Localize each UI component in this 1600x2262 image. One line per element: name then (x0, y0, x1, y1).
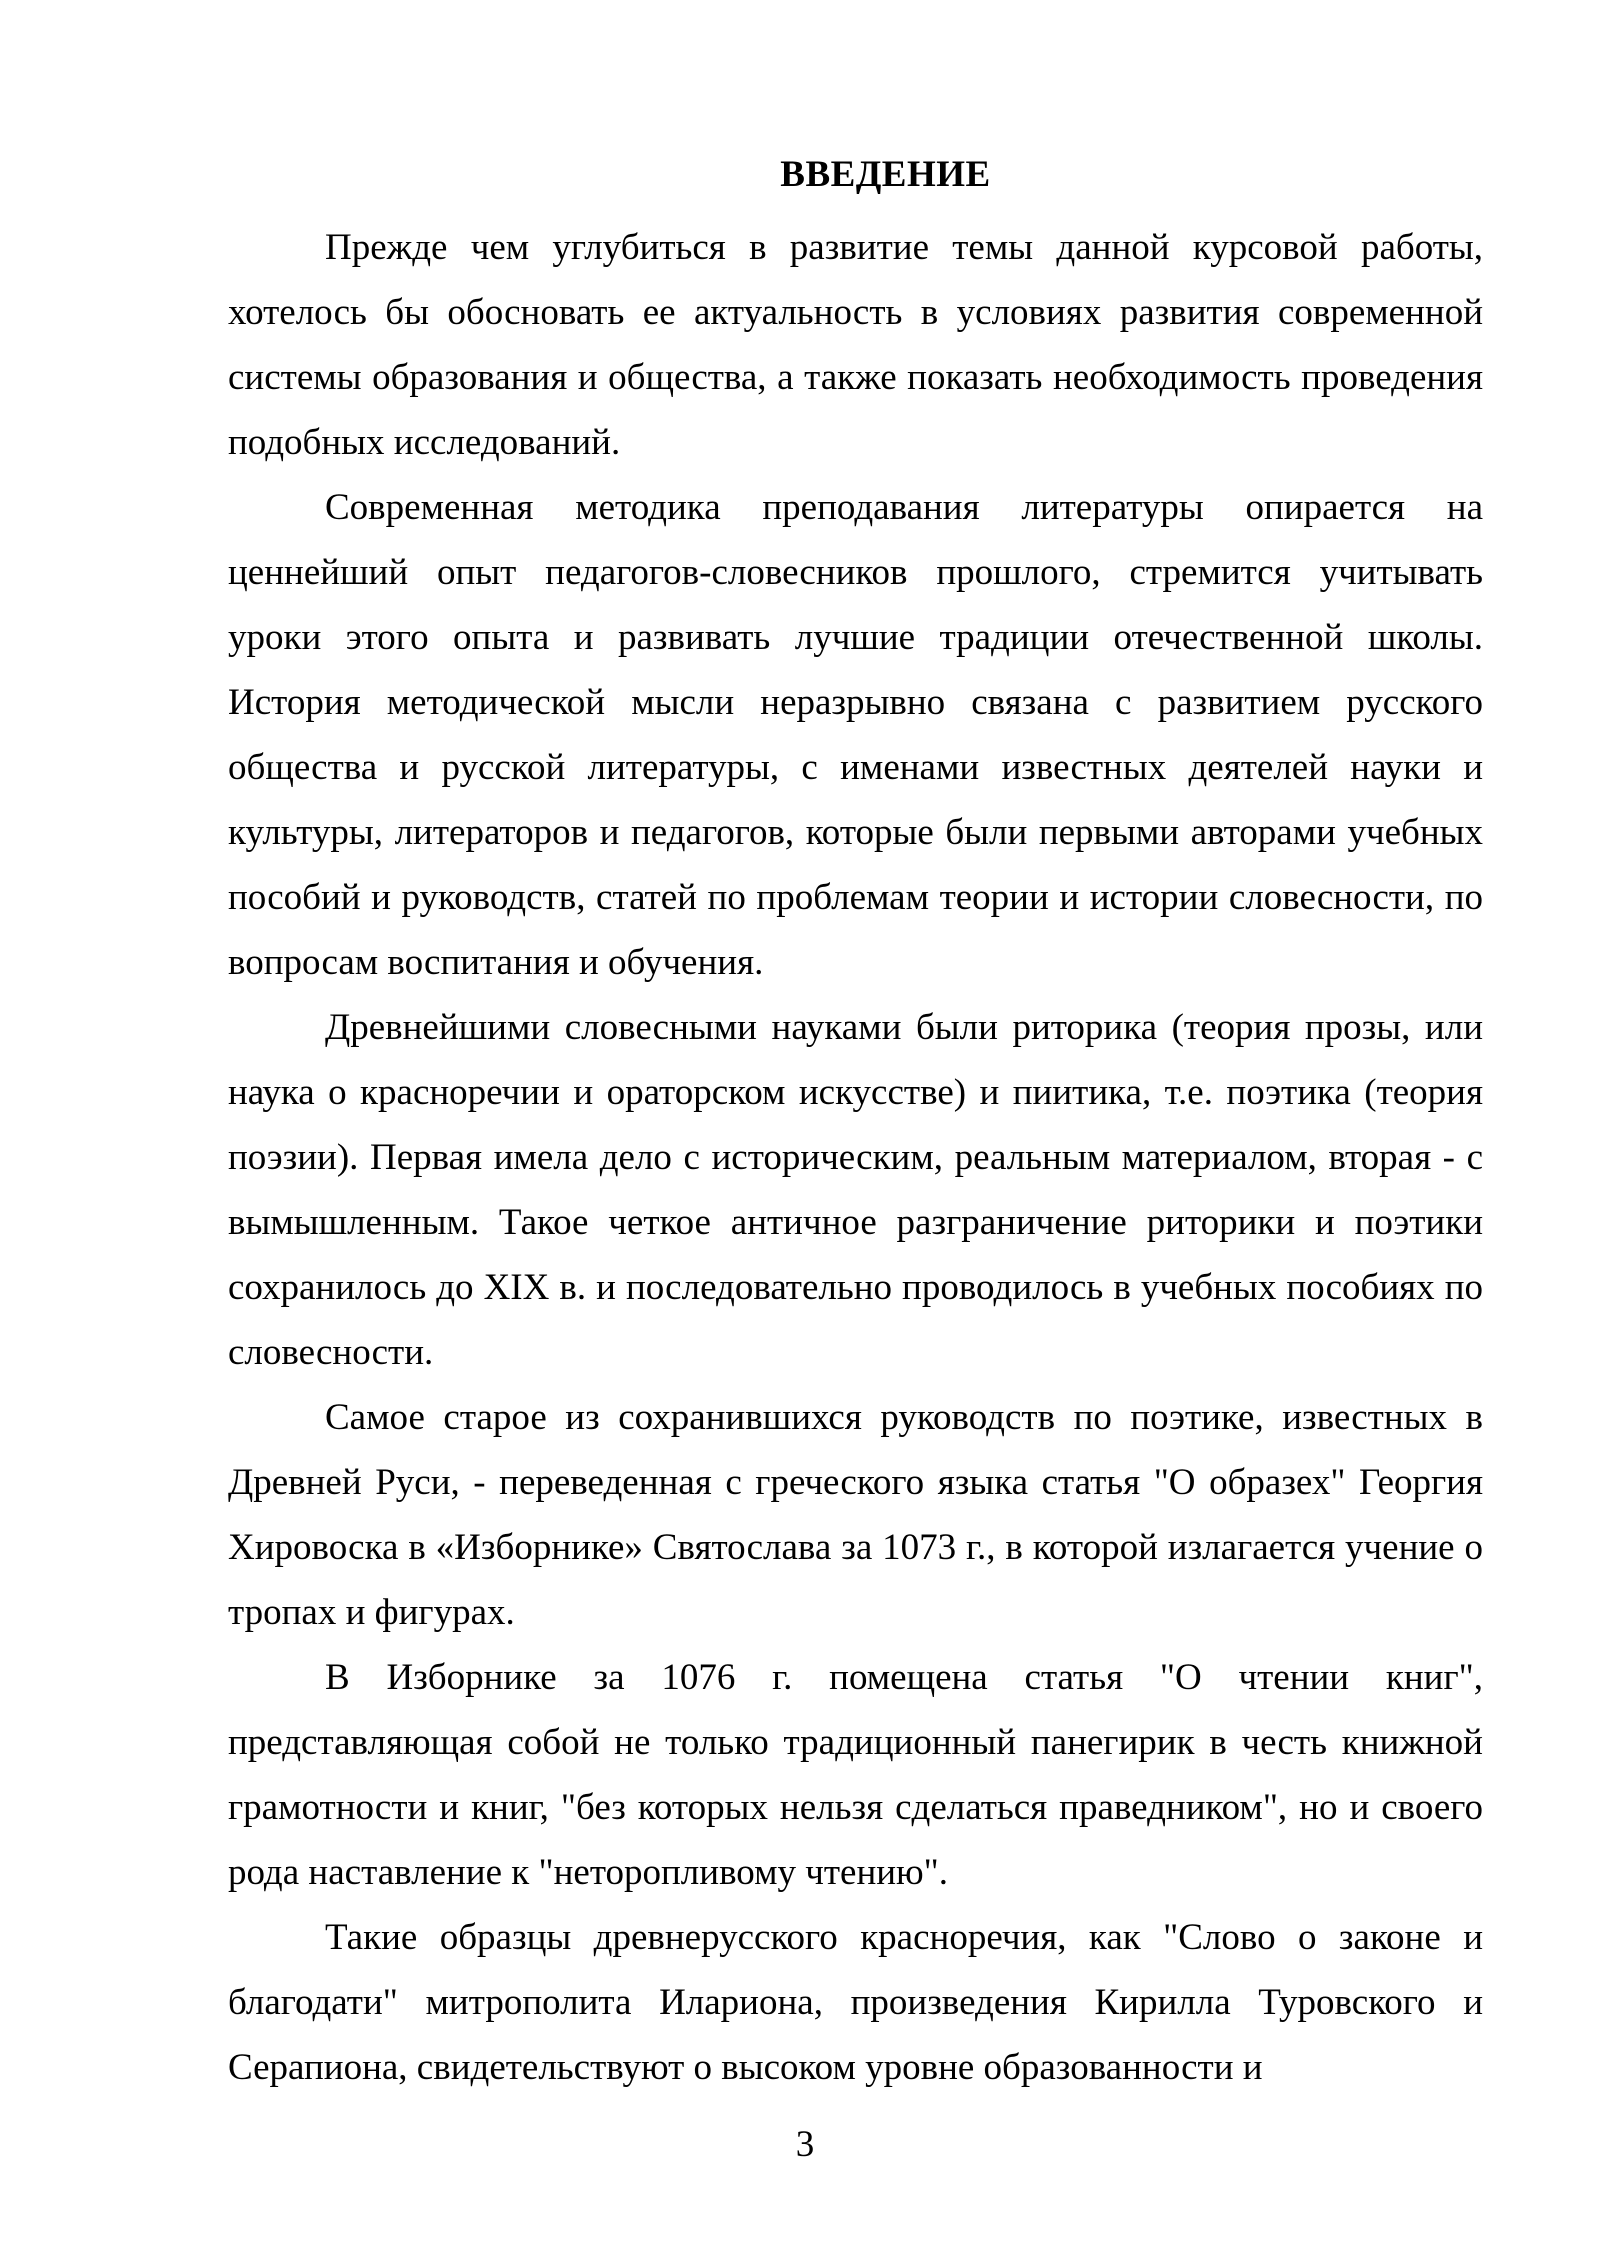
paragraph-5: В Изборнике за 1076 г. помещена статья "О чтении книг", представляющая собой не только традиционный панегирик в честь книжной грамотности и книг, "без которых нельзя сделаться праведником", но и своего рода наставление к "неторопливому чтению". (228, 1657, 1483, 1893)
paragraph-6: Такие образцы древнерусского красноречия, как "Слово о законе и благодати" митрополита Илариона, произведения Кирилла Туровского и Серапиона, свидетельствуют о высоком уровне образованности и (228, 1917, 1483, 2088)
section-title: ВВЕДЕНИЕ (780, 154, 991, 195)
paragraph-1: Прежде чем углубиться в развитие темы данной курсовой работы, хотелось бы обосновать ее актуальность в условиях развития современной системы образования и общества, а также показать необходимость проведения подобных исследований. (228, 227, 1483, 463)
page-number: 3 (795, 2124, 815, 2165)
paragraph-3: Древнейшими словесными науками были риторика (теория прозы, или наука о красноречии и ораторском искусстве) и пиитика, т.е. поэтика (теория поэзии). Первая имела дело с историческим, реальным материалом, вторая - с вымышленным. Такое четкое античное разграничение риторики и поэтики сохранилось до XIX в. и последовательно проводилось в учебных пособиях по словесности. (228, 1007, 1483, 1373)
page-body (228, 150, 1483, 2100)
paragraph-2: Современная методика преподавания литературы опирается на ценнейший опыт педагогов-словесников прошлого, стремится учитывать уроки этого опыта и развивать лучшие традиции отечественной школы. История методической мысли неразрывно связана с развитием русского общества и русской литературы, с именами известных деятелей науки и культуры, литераторов и педагогов, которые были первыми авторами учебных пособий и руководств, статей по проблемам теории и истории словесности, по вопросам воспитания и обучения. (228, 487, 1483, 983)
paragraph-4: Самое старое из сохранившихся руководств по поэтике, известных в Древней Руси, - переведенная с греческого языка статья "О образех" Георгия Хировоска в «Изборнике» Святослава за 1073 г., в которой излагается учение о тропах и фигурах. (228, 1397, 1483, 1633)
